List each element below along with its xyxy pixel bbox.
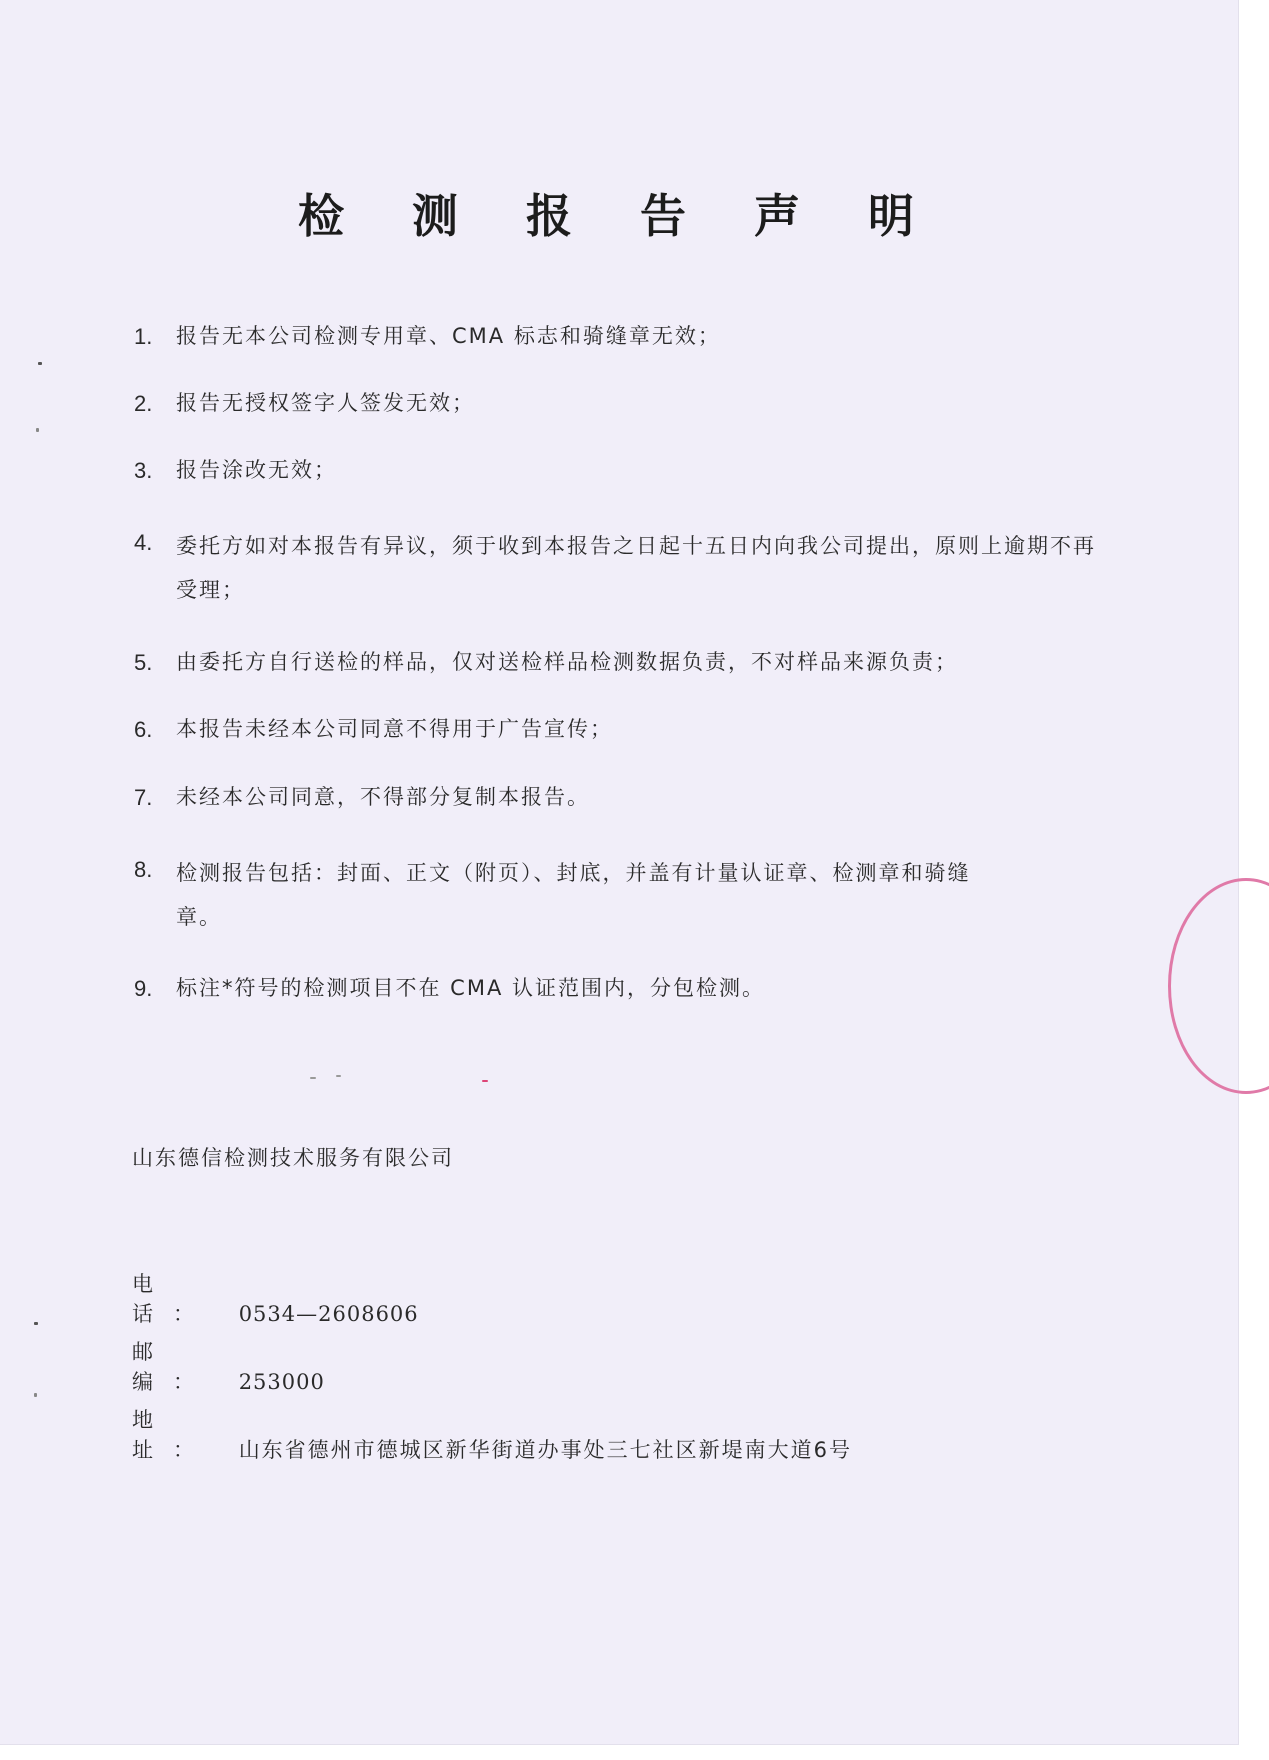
item-text: 本报告未经本公司同意不得用于广告宣传； (176, 717, 613, 741)
contact-postcode (132, 1336, 325, 1396)
item-number: 4. (134, 530, 153, 555)
item-number: 7. (134, 785, 153, 810)
scan-speck (34, 1393, 37, 1397)
contact-phone (132, 1268, 419, 1328)
company-name: 山东德信检测技术服务有限公司 (132, 1146, 454, 1170)
scan-speck (482, 1080, 488, 1082)
item-number: 1. (134, 324, 153, 349)
phone-label: 电 话： (132, 1272, 214, 1326)
address-label: 地 址： (132, 1408, 214, 1462)
postcode-value: 253000 (238, 1370, 325, 1394)
phone-value: 0534—2608606 (238, 1302, 419, 1326)
scan-speck (336, 1075, 341, 1077)
item-text: 委托方如对本报告有异议，须于收到本报告之日起十五日内向我公司提出，原则上逾期不再受理； (176, 534, 1096, 602)
item-number: 2. (134, 391, 153, 416)
item-text: 报告无授权签字人签发无效； (176, 391, 475, 415)
scan-speck (34, 1322, 38, 1325)
item-text: 标注*符号的检测项目不在 CMA 认证范围内，分包检测。 (176, 976, 765, 1000)
seal-stamp-icon (1168, 878, 1269, 1094)
item-text: 检测报告包括：封面、正文（附页）、封底，并盖有计量认证章、检测章和骑缝章。 (176, 861, 971, 929)
item-number: 3. (134, 458, 153, 483)
scan-speck (38, 362, 42, 365)
item-number: 6. (134, 717, 153, 742)
item-text: 未经本公司同意，不得部分复制本报告。 (176, 785, 590, 809)
item-text: 由委托方自行送检的样品，仅对送检样品检测数据负责，不对样品来源负责； (176, 650, 958, 674)
item-text: 报告涂改无效； (176, 458, 337, 482)
item-number: 8. (134, 857, 153, 882)
item-number: 5. (134, 650, 153, 675)
item-number: 9. (134, 976, 153, 1001)
page-title: 检 测 报 告 声 明 (297, 189, 941, 243)
scan-speck (310, 1077, 316, 1079)
address-value: 山东省德州市德城区新华街道办事处三七社区新堤南大道6号 (238, 1438, 853, 1462)
postcode-label: 邮 编： (132, 1340, 214, 1394)
item-text: 报告无本公司检测专用章、CMA 标志和骑缝章无效； (176, 324, 721, 348)
contact-address (132, 1404, 852, 1464)
scan-speck (36, 428, 39, 432)
